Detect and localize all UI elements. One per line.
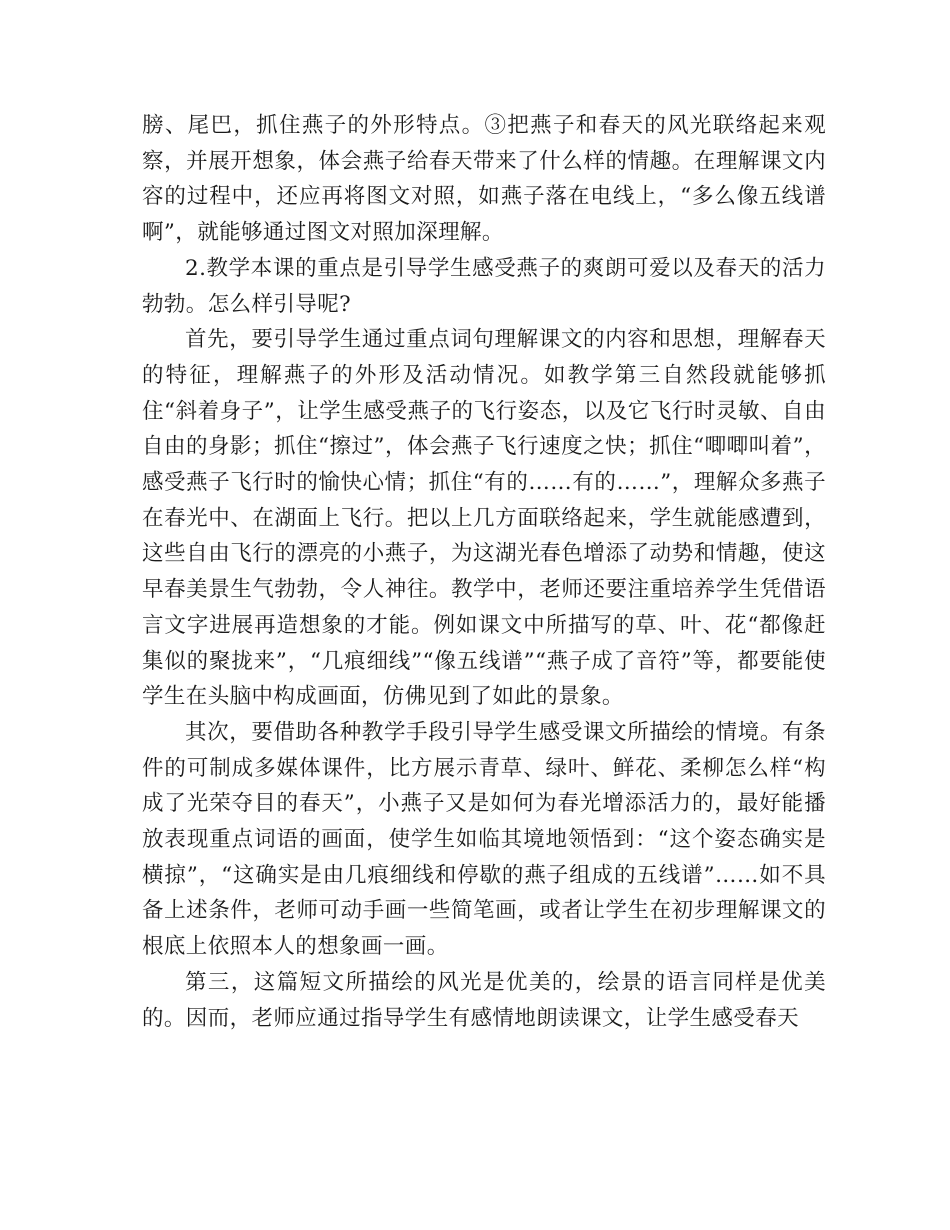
- paragraph-2: 2.教学本课的重点是引导学生感受燕子的爽朗可爱以及春天的活力勃勃。怎么样引导呢?: [142, 255, 826, 317]
- paragraph-3: 首先，要引导学生通过重点词句理解课文的内容和思想，理解春天的特征，理解燕子的外形及活动情况。如教学第三自然段就能够抓住“斜着身子”，让学生感受燕子的飞行姿态，以及它飞行时灵敏、自由自由的身影；抓住“擦过”，体会燕子飞行速度之快；抓住“唧唧叫着”，感受燕子飞行时的愉快心情；抓住“有的……有的……”，理解众多燕子在春光中、在湖面上飞行。把以上几方面联络起来，学生就能感遭到，这些自由飞行的漂亮的小燕子，为这湖光春色增添了动势和情趣，使这早春美景生气勃勃，令人神往。教学中，老师还要注重培养学生凭借语言文字进展再造想象的才能。例如课文中所描写的草、叶、花“都像赶集似的聚拢来”，“几痕细线”“像五线谱”“燕子成了音符”等，都要能使学生在头脑中构成画面，仿佛见到了如此的景象。: [142, 327, 826, 710]
- paragraph-1: 膀、尾巴，抓住燕子的外形特点。③把燕子和春天的风光联络起来观察，并展开想象，体会燕子给春天带来了什么样的情趣。在理解课文内容的过程中，还应再将图文对照，如燕子落在电线上，“多么像五线谱啊”，就能够通过图文对照加深理解。: [142, 113, 826, 246]
- paragraph-5: 第三，这篇短文所描绘的风光是优美的，绘景的语言同样是优美的。因而，老师应通过指导学生有感情地朗读课文，让学生感受春天: [142, 969, 826, 1031]
- paragraph-4: 其次，要借助各种教学手段引导学生感受课文所描绘的情境。有条件的可制成多媒体课件，比方展示青草、绿叶、鲜花、柔柳怎么样“构成了光荣夺目的春天”，小燕子又是如何为春光增添活力的，最好能播放表现重点词语的画面，使学生如临其境地领悟到：“这个姿态确实是横掠”，“这确实是由几痕细线和停歇的燕子组成的五线谱”……如不具备上述条件，老师可动手画一些简笔画，或者让学生在初步理解课文的根底上依照本人的想象画一画。: [142, 719, 826, 960]
- body-text: [142, 108, 826, 1036]
